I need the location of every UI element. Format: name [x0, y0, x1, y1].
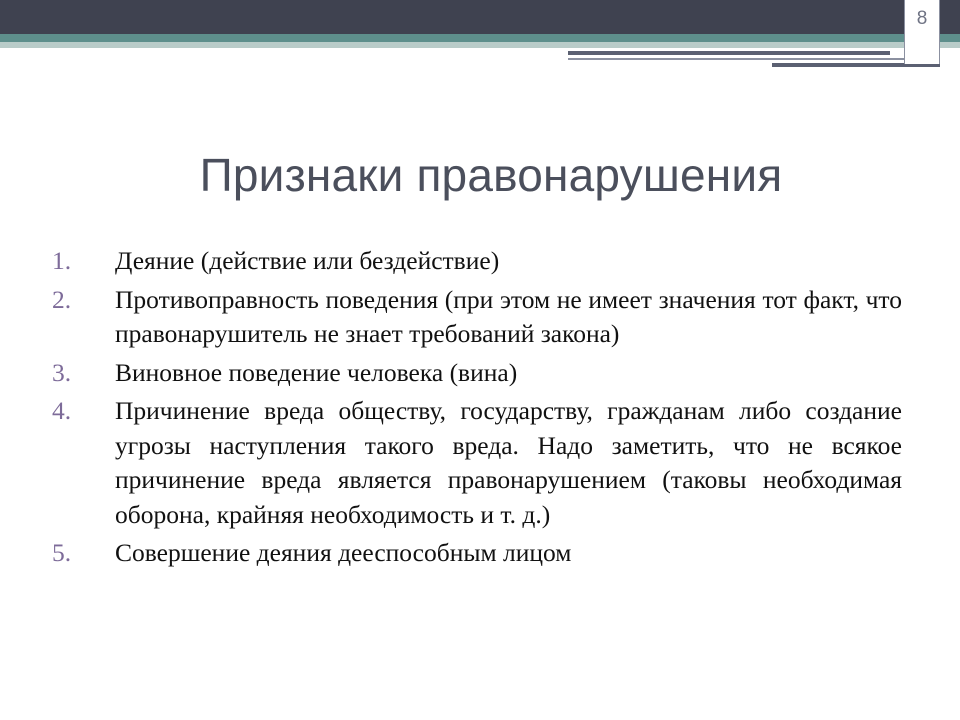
- list-item-text: Причинение вреда обществу, государству, гражданам либо создание угрозы наступления такого вреда. Надо заметить, что не всякое причинение вреда является правонарушением (таковы необходимая оборона, крайняя необходимость и т. д.): [115, 396, 902, 529]
- header-accent-line-thin: [568, 58, 940, 60]
- header-teal-band: [0, 34, 960, 42]
- header-teal-band-light: [0, 42, 960, 48]
- list-item: [52, 356, 902, 391]
- list-item: [52, 536, 902, 571]
- page-number: 8: [916, 8, 928, 29]
- list-item-number: 4.: [52, 396, 72, 425]
- list-item-text: Деяние (действие или бездействие): [115, 246, 500, 275]
- criteria-list: [52, 244, 902, 575]
- list-item-number: 2.: [52, 284, 72, 314]
- header-accent-line: [568, 51, 890, 55]
- list-item: [52, 394, 902, 532]
- header-bar: [0, 0, 960, 34]
- list-item-text: Виновное поведение человека (вина): [115, 357, 518, 387]
- slide-title: Признаки правонарушения: [199, 149, 783, 201]
- list-item-number: 3.: [52, 357, 72, 387]
- list-item-text: Совершение деяния дееспособным лицом: [115, 538, 572, 567]
- page-number-box: [904, 0, 940, 64]
- list-item-text: Противоправность поведения (при этом не имеет значения тот факт, что правонарушитель не знает требований закона): [115, 284, 902, 348]
- list-item: [52, 244, 902, 279]
- list-item-number: 5.: [52, 538, 72, 567]
- list-item-number: 1.: [52, 246, 72, 275]
- list-item: [52, 283, 902, 352]
